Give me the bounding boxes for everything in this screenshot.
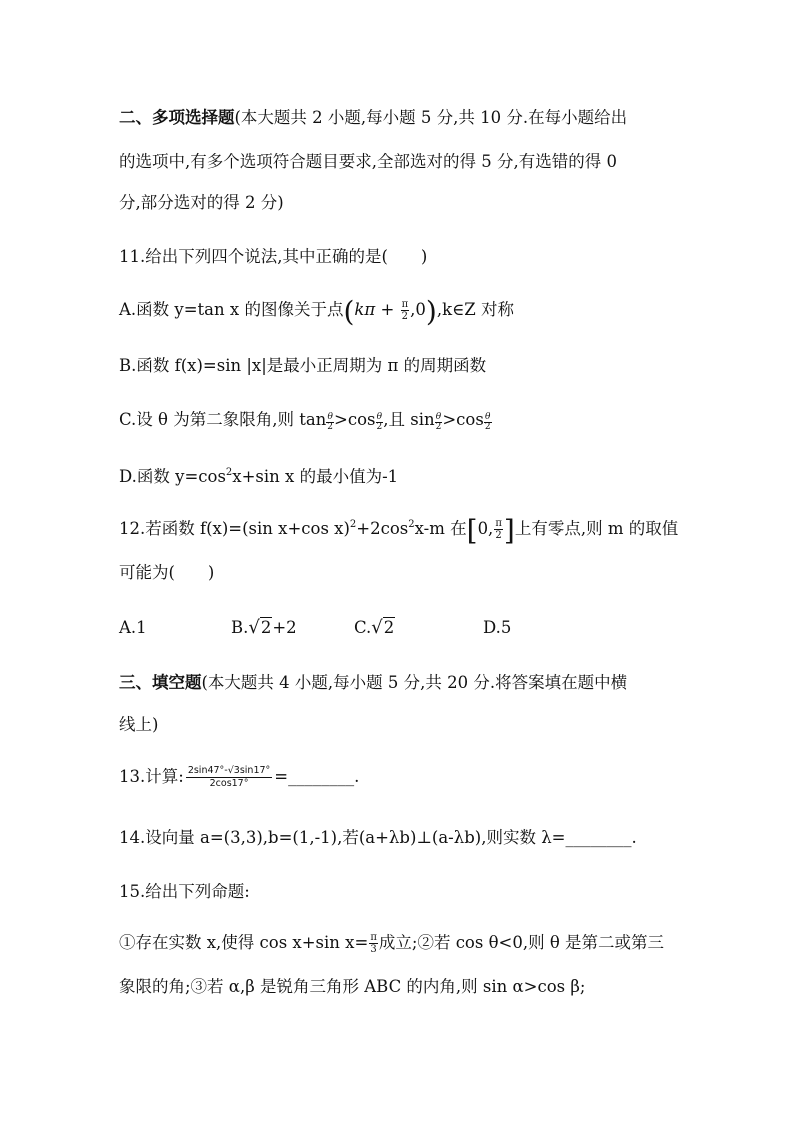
q11-a-mid: ,0: [410, 300, 426, 319]
q15-stem: 15.给出下列命题:: [119, 882, 250, 901]
pi-over-3-fraction: $\frac{\pi}{3}$: [370, 932, 377, 955]
q11-c-gt1: >cos: [334, 410, 376, 429]
q15-line1: [119, 931, 684, 955]
q11-d-sup: 2: [225, 467, 233, 478]
section3-heading: 三、填空题: [119, 673, 202, 692]
q12-stem-mid2: x-m 在: [414, 519, 467, 538]
q11-option-c: [119, 408, 684, 432]
q12-stem-mid: +2cos: [356, 519, 409, 538]
q12-option-a: A.1: [119, 618, 147, 637]
sqrt-icon: √2: [248, 617, 272, 638]
right-bracket-icon: ]: [503, 514, 515, 547]
q12-option-d: D.5: [483, 618, 512, 637]
q12-options: [119, 616, 684, 642]
q11-stem: 11.给出下列四个说法,其中正确的是( ): [119, 247, 428, 266]
section3-line2: 线上): [119, 715, 159, 734]
q11-option-a: [119, 295, 684, 328]
q12-stem-line2: 可能为( ): [119, 563, 215, 582]
q11-d-prefix: D.函数 y=cos: [119, 467, 226, 486]
q12-sup1: 2: [349, 519, 357, 530]
q12-stem-post: 上有零点,则 m 的取值: [514, 519, 679, 538]
q12-option-b: B.√2+2: [231, 617, 297, 638]
q13: [119, 765, 684, 790]
q11-option-b: B.函数 f(x)=sin |x|是最小正周期为 π 的周期函数: [119, 356, 487, 375]
theta-over-2-fraction: $\frac{\theta}{2}$: [435, 412, 442, 432]
q11-a-prefix: A.函数 y=tan x 的图像关于点: [119, 300, 344, 319]
left-paren-icon: (: [343, 295, 355, 328]
section2-line1: [119, 106, 684, 130]
section3-desc-1: (本大题共 4 小题,每小题 5 分,共 20 分.将答案填在题中横: [201, 673, 628, 692]
q11-a-kpi: kπ +: [354, 300, 400, 319]
theta-over-2-fraction: $\frac{\theta}{2}$: [484, 412, 491, 432]
q13-fraction: [186, 765, 272, 790]
q13-numerator: 2sin47°-√3sin17°: [187, 765, 271, 776]
pi-over-2-fraction: $\frac{\pi}{2}$: [495, 518, 502, 541]
section2-line3: 分,部分选对的得 2 分): [119, 193, 284, 212]
q13-prefix: 13.计算:: [119, 767, 184, 786]
q13-denominator: 2cos17°: [209, 778, 249, 789]
section2-heading: 二、多项选择题: [119, 108, 235, 127]
section2-desc-1: (本大题共 2 小题,每小题 5 分,共 10 分.在每小题给出: [234, 108, 628, 127]
left-bracket-icon: [: [466, 514, 478, 547]
theta-over-2-fraction: $\frac{\theta}{2}$: [327, 412, 334, 432]
q13-answer-blank: =________.: [274, 767, 360, 786]
sqrt-icon: √2: [371, 617, 395, 638]
pi-over-2-fraction: $\frac{\pi}{2}$: [401, 299, 409, 322]
q11-c-mid: ,且 sin: [383, 410, 435, 429]
q15-line1-pre: ①存在实数 x,使得 cos x+sin x=: [119, 933, 369, 952]
q12-interval-zero: 0,: [477, 519, 494, 538]
q12-stem: [119, 514, 684, 547]
q11-d-post: x+sin x 的最小值为-1: [232, 467, 399, 486]
q12-stem-pre: 12.若函数 f(x)=(sin x+cos x): [119, 519, 350, 538]
q11-option-d: [119, 465, 684, 489]
q11-c-prefix: C.设 θ 为第二象限角,则 tan: [119, 410, 327, 429]
theta-over-2-fraction: $\frac{\theta}{2}$: [376, 412, 383, 432]
q12-option-c: C.√2: [354, 617, 395, 638]
q15-line1-post: 成立;②若 cos θ<0,则 θ 是第二或第三: [378, 933, 665, 952]
section2-line2: 的选项中,有多个选项符合题目要求,全部选对的得 5 分,有选错的得 0: [119, 152, 617, 171]
q11-c-gt2: >cos: [442, 410, 484, 429]
q11-a-post: ,k∈Z 对称: [436, 300, 514, 319]
q14: 14.设向量 a=(3,3),b=(1,-1),若(a+λb)⊥(a-λb),则实数 λ=________.: [119, 828, 637, 847]
q12-sup2: 2: [408, 519, 415, 530]
right-paren-icon: ): [425, 295, 437, 328]
q15-line2: 象限的角;③若 α,β 是锐角三角形 ABC 的内角,则 sin α>cos β;: [119, 977, 586, 996]
section3-line1: [119, 671, 684, 695]
